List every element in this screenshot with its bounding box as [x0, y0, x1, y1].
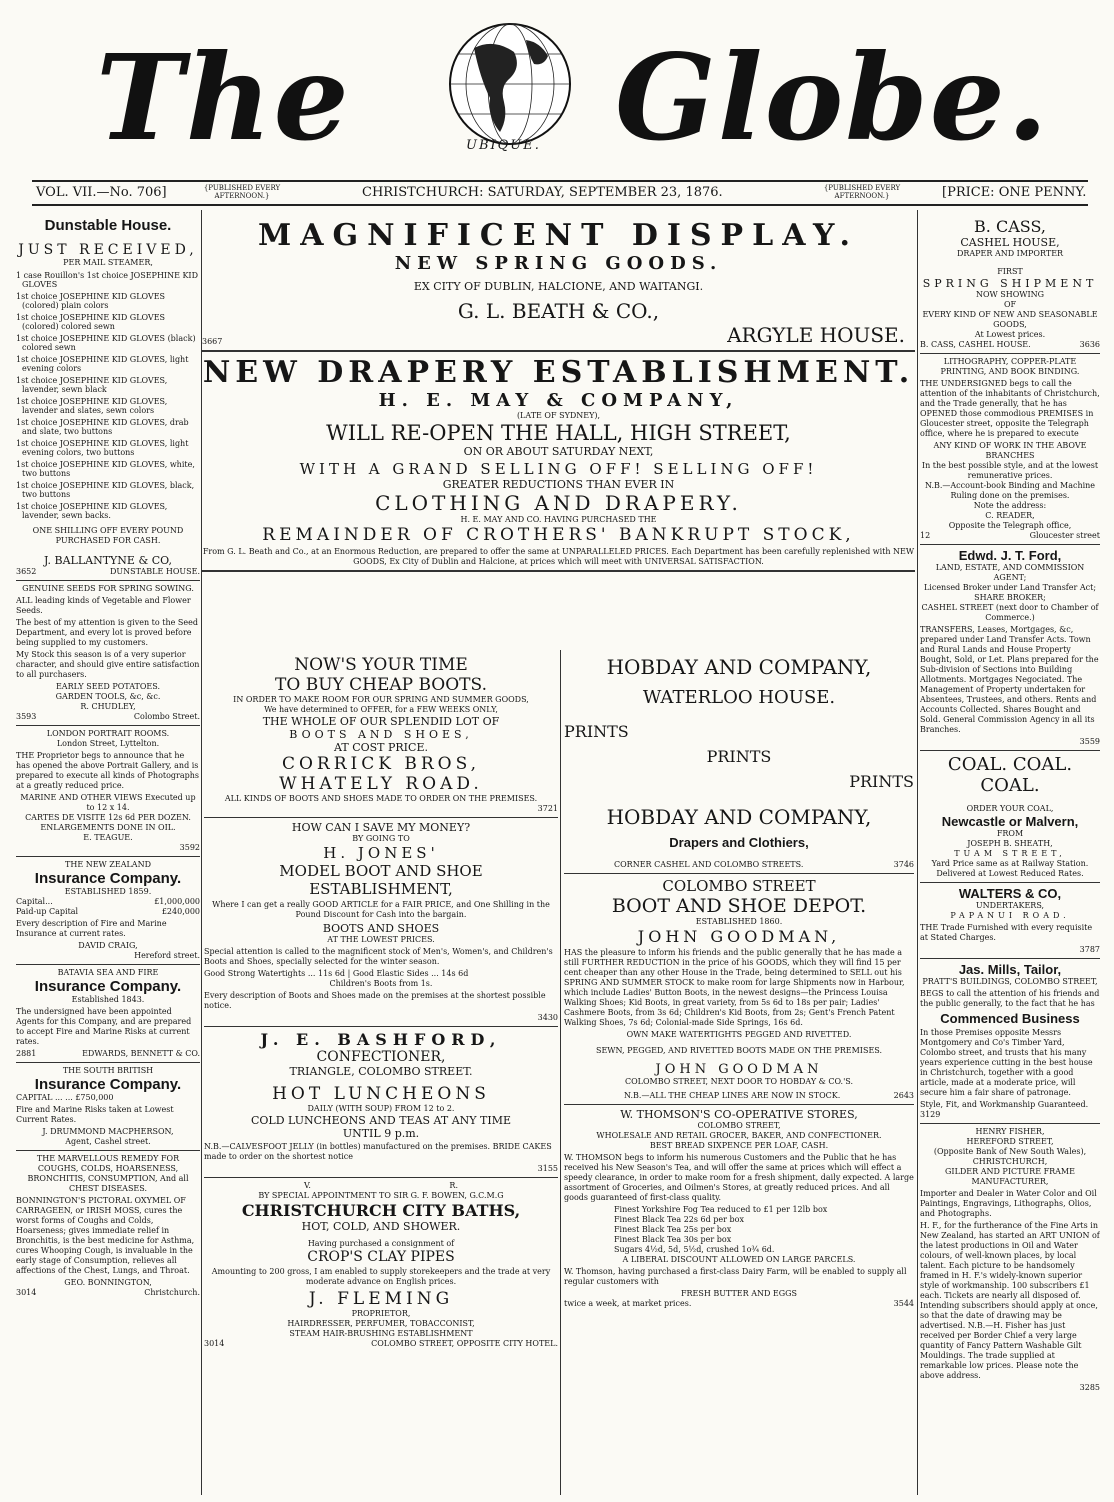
ad-number: 3014 — [16, 1288, 37, 1297]
ballantyne-address: DUNSTABLE HOUSE. — [109, 567, 200, 576]
glove-item: 1st choice JOSEPHINE KID GLOVES, drab and slate, two buttons — [16, 418, 189, 436]
seeds-text: The best of my attention is given to the Seed Department, and every lot is proved before being supplied to my customers. — [16, 618, 198, 647]
gilder: GILDER AND PICTURE FRAME MANUFACTURER, — [945, 1167, 1075, 1186]
column-rule — [560, 650, 561, 1495]
hot-luncheons: HOT LUNCHEONS — [272, 1084, 490, 1104]
cheap-lines: N.B.—ALL THE CHEAP LINES ARE NOW IN STOCK. — [624, 1091, 841, 1100]
seeds-text: ALL leading kinds of Vegetable and Flower Seeds. — [16, 596, 191, 615]
masthead-the: The — [96, 28, 351, 167]
glove-item: 1 case Rouillon's 1st choice JOSEPHINE KID GLOVES — [16, 271, 199, 289]
glove-item: 1st choice JOSEPHINE KID GLOVES (black) colored sewn — [16, 334, 196, 352]
triangle: TRIANGLE, COLOMBO STREET. — [289, 1065, 473, 1078]
consignment: Having purchased a consignment of — [307, 1239, 455, 1248]
tea-line: Finest Yorkshire Fog Tea reduced to £1 per 12lb box — [614, 1205, 828, 1214]
childrens: Children's Boots from 1s. — [329, 979, 433, 988]
commenced: Commenced Business — [940, 1011, 1080, 1026]
portrait-location: London Street, Lyttelton. — [56, 739, 160, 748]
opp-bank: (Opposite Bank of New South Wales), — [933, 1147, 1087, 1156]
note-address: Note the address: — [973, 501, 1047, 510]
publication-date: CHRISTCHURCH: SATURDAY, SEPTEMBER 23, 1876. — [362, 185, 723, 200]
teague: E. TEAGUE. — [83, 833, 133, 842]
make-room: IN ORDER TO MAKE ROOM FOR OUR SPRING AND SUMMER GOODS, — [233, 695, 529, 704]
undertakers: UNDERTAKERS, — [975, 901, 1045, 910]
save-money: HOW CAN I SAVE MY MONEY? — [291, 821, 471, 834]
capital-label: Capital... — [16, 897, 53, 906]
spring-shipment: SPRING SHIPMENT — [922, 277, 1098, 290]
bashford: J. E. BASHFORD, — [260, 1030, 502, 1049]
glove-item: 1st choice JOSEPHINE KID GLOVES, light evening colors — [16, 355, 189, 373]
globe-icon — [444, 18, 576, 150]
boots-and-shoes: BOOTS AND SHOES — [322, 922, 440, 935]
macpherson: J. DRUMMOND MACPHERSON, — [42, 1127, 174, 1136]
opposite-telegraph: Opposite the Telegraph office, — [948, 521, 1072, 530]
ad-number: 3285 — [1079, 1383, 1100, 1392]
est-1860: ESTABLISHED 1860. — [695, 917, 783, 926]
marine-views: MARINE AND OTHER VIEWS Executed up to 12 x 14. — [20, 793, 196, 812]
good-strong: Good Strong Watertights ... 11s 6d | Good Elastic Sides ... 14s 6d — [204, 969, 469, 978]
portrait-title: LONDON PORTRAIT ROOMS. — [46, 729, 170, 738]
cashel-street: CASHEL STREET (next door to Chamber of Commerce.) — [921, 603, 1099, 622]
bread: BEST BREAD SIXPENCE PER LOAF, CASH. — [649, 1141, 829, 1150]
vr-v: V. — [304, 1181, 311, 1190]
tea-line: Finest Black Tea 22s 6d per box — [614, 1215, 744, 1224]
magnificent-display: MAGNIFICENT DISPLAY. — [258, 218, 859, 253]
sb-small: THE SOUTH BRITISH — [62, 1066, 154, 1075]
seeds-text: My Stock this season is of a very superior character, and should give entire satisfaction to all purchasers. — [16, 650, 200, 679]
ad-number: 3746 — [893, 860, 914, 869]
clothing-drapery: CLOTHING AND DRAPERY. — [375, 491, 742, 515]
hobday-title-2: HOBDAY AND COMPANY, — [606, 805, 872, 829]
of: OF — [1003, 300, 1017, 309]
portrait-text: THE Proprietor begs to announce that he has opened the above Portrait Gallery, and is prepared to execute all kinds of Photographs at a greatly reduced price. — [16, 751, 200, 790]
walters-text: THE Trade Furnished with every requisite at Stated Charges. — [920, 923, 1093, 942]
special-attention: Special attention is called to the magnificent stock of Men's, Women's, and Children's Boots and Shoes, specially selected for the winter season. — [204, 947, 553, 966]
whole-lot: THE WHOLE OF OUR SPLENDID LOT OF — [262, 715, 500, 728]
draper-importer: DRAPER AND IMPORTER — [956, 249, 1064, 258]
macpherson-role: Agent, Cashel street. — [65, 1137, 151, 1146]
fisher: HENRY FISHER, — [975, 1127, 1045, 1136]
amounting: Amounting to 200 gross, I am enabled to supply storekeepers and the trade at very moderate advance on English prices. — [211, 1267, 551, 1286]
per-mail: PER MAIL STEAMER, — [63, 258, 153, 267]
on-about: ON OR ABOUT SATURDAY NEXT, — [463, 445, 654, 458]
city-baths: CHRISTCHURCH CITY BATHS, — [241, 1201, 521, 1220]
model-boot: MODEL BOOT AND SHOE — [279, 862, 483, 880]
glove-item: 1st choice JOSEPHINE KID GLOVES, lavender, sewn backs. — [16, 502, 168, 520]
center-right-column — [564, 652, 914, 1494]
first: FIRST — [997, 267, 1023, 276]
glove-item: 1st choice JOSEPHINE KID GLOVES, lavender, sewn black — [16, 376, 168, 394]
ford: Edwd. J. T. Ford, — [958, 548, 1062, 563]
thomson-text: W. THOMSON begs to inform his numerous Customers and the Public that he has received his New Season's Tea, and will offer the same at prices which will effect a speedy clearance, in order to make room for a fresh shipment, daily expected. A large assortment of Groceries, and Oilmen's Stores, at greatly reduced prices. And all goods guaranteed of first-class quality. — [564, 1153, 914, 1202]
price: [PRICE: ONE PENNY. — [942, 185, 1087, 200]
corrick: CORRICK BROS, — [281, 754, 481, 774]
ford-role: LAND, ESTATE, AND COMMISSION AGENT; — [935, 563, 1085, 582]
goodman-text: HAS the pleasure to inform his friends and the public generally that he has made a still FURTHER REDUCTION in the price of his GOODS, which they will find 15 per cent cheaper than any other House in the Trade, being determined to SELL out his SPRING AND SUMMER STOCK to make room for large Shipments now in Harbour, which include Ladies' Button Boots, in the newest designs—the Princess Louisa Walking Shoes; Kid Boots, in great variety, from 5s 6d to 18s per pair; Ladies' Cashmere Boots, from 3s 6d; Children's Kid Boots, from 2s; Gent's French Patent Walking Shoes, 7s 6d; Colonial-made Side Springs, 16s 6d. — [564, 948, 905, 1027]
ad-number: 3652 — [16, 567, 37, 576]
any-kind: ANY KIND OF WORK IN THE ABOVE BRANCHES — [933, 441, 1087, 460]
papanui: PAPANUI ROAD. — [950, 911, 1070, 920]
coal-coal: COAL. COAL. — [947, 754, 1073, 775]
jones: H. JONES' — [323, 844, 439, 862]
batavia-title: Insurance Company. — [34, 978, 182, 995]
ad-number: 3544 — [893, 1299, 914, 1308]
remainder: REMAINDER OF CROTHERS' BANKRUPT STOCK, — [262, 525, 855, 545]
ad-number: 3430 — [537, 1013, 558, 1022]
ex-city: EX CITY OF DUBLIN, HALCIONE, AND WAITANGI. — [413, 280, 704, 293]
pratt: PRATT'S BUILDINGS, COLOMBO STREET, — [922, 977, 1098, 986]
published-right: {PUBLISHED EVERY AFTERNOON.} — [823, 184, 901, 200]
glove-item: 1st choice JOSEPHINE KID GLOVES (colored) colored sewn — [16, 313, 166, 331]
paidup-label: Paid-up Capital — [16, 907, 79, 916]
boots-shoes: BOOTS AND SHOES, — [289, 728, 473, 741]
fleming: J. FLEMING — [308, 1289, 454, 1309]
crops-pipes: CROP'S CLAY PIPES — [307, 1249, 455, 1265]
glove-item: 1st choice JOSEPHINE KID GLOVES, black, two buttons — [16, 481, 195, 499]
beath: G. L. BEATH & CO., — [457, 299, 660, 323]
cost-price: AT COST PRICE. — [334, 741, 428, 754]
new-spring-goods: NEW SPRING GOODS. — [394, 253, 723, 274]
ad-number: 3667 — [202, 337, 223, 346]
batavia-agent: EDWARDS, BENNETT & CO. — [82, 1049, 200, 1058]
nows-time: NOW'S YOUR TIME — [294, 655, 468, 675]
ad-number: 3593 — [16, 712, 37, 721]
every-description: Every description of Boots and Shoes made on the premises at the shortest possible notice. — [204, 991, 546, 1010]
sewn: SEWN, PEGGED, AND RIVETTED BOOTS MADE ON THE PREMISES. — [595, 1046, 883, 1055]
ad-number: 12 — [920, 531, 931, 540]
glove-item: 1st choice JOSEPHINE KID GLOVES, light evening colors, two buttons — [16, 439, 189, 457]
masthead-globe: Globe. — [615, 28, 1050, 167]
establishment: ESTABLISHMENT, — [309, 880, 453, 898]
sheath: JOSEPH B. SHEATH, — [967, 839, 1053, 848]
best-style: In the best possible style, and at the lowest remunerative prices. — [921, 461, 1099, 480]
newcastle: Newcastle or Malvern, — [941, 814, 1079, 829]
prints-center: PRINTS — [706, 747, 772, 766]
coal: COAL. — [980, 775, 1040, 796]
vr-r: R. — [449, 1181, 458, 1190]
volume-number: VOL. VII.—No. 706] — [36, 185, 167, 200]
licensed: Licensed Broker under Land Transfer Act; — [923, 583, 1097, 592]
hobday-title: HOBDAY AND COMPANY, — [606, 655, 872, 679]
ad-number: 3155 — [537, 1164, 558, 1173]
chudley-address: Colombo Street. — [133, 712, 200, 721]
wholesale: WHOLESALE AND RETAIL GROCER, BAKER, AND CONFECTIONER. — [596, 1131, 882, 1140]
left-column — [16, 214, 200, 1496]
buy-boots: TO BUY CHEAP BOOTS. — [275, 675, 487, 695]
bonnington: GEO. BONNINGTON, — [64, 1278, 152, 1287]
cold-luncheons: COLD LUNCHEONS AND TEAS AT ANY TIME — [250, 1114, 512, 1127]
ford-text: TRANSFERS, Leases, Mortgages, &c, prepared under Land Transfer Acts. Town and Rural Lands and House Property Bought, Sold, or Let. Plans prepared for the Sub-division of Sections into Building Allotments. Mortgages Negociated. The Management of Property undertaken for Absentees, Trustees, and others. Rents and Accounts Collected. Shares Bought and Sold. General Commission Agency in all its Branches. — [920, 625, 1099, 734]
tea-line: Finest Black Tea 25s per box — [614, 1225, 732, 1234]
butter-eggs: FRESH BUTTER AND EGGS — [680, 1289, 798, 1298]
lowest-prices: AT THE LOWEST PRICES. — [327, 935, 435, 944]
delivered: Delivered at Lowest Reduced Rates. — [936, 869, 1084, 878]
argyle-house: ARGYLE HOUSE. — [727, 323, 905, 347]
fleming-address: COLOMBO STREET, OPPOSITE CITY HOTEL. — [371, 1339, 558, 1348]
mills-text-2: In those Premises opposite Messrs Montgomery and Co's Timber Yard, Colombo street, and trusts that his many years experience cutting in the best house in Christchurch, together with a good article, made at a moderate price, will secure him a fair share of patronage. — [920, 1028, 1093, 1097]
goodman: JOHN GOODMAN, — [637, 927, 841, 946]
all-kinds: ALL KINDS OF BOOTS AND SHOES MADE TO ORDER ON THE PREMISES. — [224, 794, 538, 803]
reader: C. READER, — [985, 511, 1035, 520]
ad-number: 3636 — [1079, 340, 1100, 349]
mills-text: BEGS to call the attention of his friends and the public generally, to the fact that he has — [920, 989, 1100, 1008]
seeds-title: GENUINE SEEDS FOR SPRING SOWING. — [22, 584, 194, 593]
dateline — [32, 180, 1088, 206]
order-coal: ORDER YOUR COAL, — [966, 804, 1054, 813]
ad-number: 3592 — [179, 843, 200, 852]
litho-text: THE UNDERSIGNED begs to call the attention of the inhabitants of Christchurch, and the Trade generally, that he has OPENED those commodious PREMISES in Gloucester street, opposite the Telegraph office, where he is prepared to execute — [920, 379, 1100, 438]
tea-line: Sugars 4½d, 5d, 5½d, crushed 1o¾ 6d. — [614, 1245, 775, 1254]
selling-off: WITH A GRAND SELLING OFF! SELLING OFF! — [299, 460, 818, 478]
importer: Importer and Dealer in Water Color and Oil Paintings, Engravings, Lithographs, Olios, and Photographs. — [920, 1189, 1097, 1218]
ad-number: 3721 — [537, 804, 558, 813]
center-top — [202, 214, 915, 650]
prints-left: PRINTS — [564, 722, 629, 741]
garden-tools: GARDEN TOOLS, &c, &c. — [55, 692, 161, 701]
craig: DAVID CRAIG, — [78, 941, 138, 950]
thomson: W. THOMSON'S CO-OPERATIVE STORES, — [620, 1108, 858, 1121]
until: UNTIL 9 p.m. — [342, 1127, 420, 1140]
enlargements: ENLARGEMENTS DONE IN OIL. — [40, 823, 176, 832]
ballantyne: J. BALLANTYNE & CO, — [43, 554, 173, 567]
determined: We have determined to OFFER, for a FEW WEEKS ONLY, — [264, 705, 498, 714]
batavia-small: BATAVIA SEA AND FIRE — [57, 968, 159, 977]
steam: STEAM HAIR-BRUSHING ESTABLISHMENT — [289, 1329, 473, 1338]
masthead-motto: UBIQUE. — [466, 138, 541, 153]
mills: Jas. Mills, Tailor, — [958, 962, 1062, 977]
batavia-established: Established 1843. — [71, 995, 145, 1004]
liberal-discount: A LIBERAL DISCOUNT ALLOWED ON LARGE PARCELS. — [622, 1255, 856, 1264]
lithography: LITHOGRAPHY, COPPER-PLATE PRINTING, AND BOOK BINDING. — [940, 357, 1080, 376]
by-going: BY GOING TO — [352, 834, 410, 843]
cashel-house: CASHEL HOUSE, — [960, 236, 1060, 249]
shilling-off: ONE SHILLING OFF EVERY POUND PURCHASED FOR CASH. — [32, 526, 184, 545]
goodman-2: JOHN GOODMAN — [655, 1062, 823, 1077]
ad-number: 3787 — [1079, 945, 1100, 954]
sb-title: Insurance Company. — [34, 1076, 182, 1093]
masthead — [0, 0, 1114, 178]
every-kind: EVERY KIND OF NEW AND SEASONABLE GOODS, — [922, 310, 1098, 329]
right-column — [920, 214, 1100, 1496]
glove-item: 1st choice JOSEPHINE KID GLOVES, lavender and slates, sewn colors — [16, 397, 168, 415]
may-company: H. E. MAY & COMPANY, — [378, 390, 739, 411]
bonnington-address: Christchurch. — [144, 1288, 200, 1297]
style-fit: Style, Fit, and Workmanship Guaranteed. — [920, 1100, 1089, 1109]
early-seed: EARLY SEED POTATOES. — [55, 682, 161, 691]
paidup-value: £240,000 — [161, 907, 200, 916]
nz-established: ESTABLISHED 1859. — [64, 887, 152, 896]
dunstable-title: Dunstable House. — [44, 217, 172, 234]
new-drapery: NEW DRAPERY ESTABLISHMENT. — [202, 355, 915, 390]
tuam-street: TUAM STREET, — [954, 849, 1066, 858]
lowest: At Lowest prices. — [974, 330, 1046, 339]
account-book: N.B.—Account-book Binding and Machine Ruling done on the premises. — [924, 481, 1096, 500]
whately: WHATELY ROAD. — [279, 774, 483, 794]
hot-cold: HOT, COLD, AND SHOWER. — [301, 1220, 461, 1233]
from-beath: From G. L. Beath and Co., at an Enormous Reduction, are prepared to offer the same at UNPARALLELED PRICES. Each Department has been carefully replenished with NEW GOODS, Ex City of Dublin and Halcione, at prices which will meet with UNIVERSAL SATISFACTION. — [202, 547, 915, 566]
nz-insurance-title: Insurance Company. — [34, 870, 182, 887]
greater-reductions: GREATER REDUCTIONS THAN EVER IN — [442, 478, 675, 491]
cass-signature: B. CASS, CASHEL HOUSE. — [920, 340, 1031, 349]
chudley: R. CHUDLEY, — [80, 702, 136, 711]
ad-number: 3559 — [1079, 737, 1100, 746]
boot-depot: BOOT AND SHOE DEPOT. — [611, 895, 867, 917]
craig-address: Hereford street. — [134, 951, 200, 960]
appointment: BY SPECIAL APPOINTMENT TO SIR G. F. BOWEN, G.C.M.G — [258, 1191, 504, 1200]
column-rule — [917, 210, 918, 1495]
reopen: WILL RE-OPEN THE HALL, HIGH STREET, — [326, 421, 791, 445]
prints-right: PRINTS — [849, 772, 914, 791]
good-article: Where I can get a really GOOD ARTICLE for a FAIR PRICE, and One Shilling in the Pound Discount for Cash into the bargain. — [212, 900, 550, 919]
colombo-street: COLOMBO STREET — [662, 877, 816, 895]
gloucester: Gloucester street — [1029, 531, 1100, 540]
published-left: {PUBLISHED EVERY AFTERNOON.} — [203, 184, 281, 200]
waterloo: WATERLOO HOUSE. — [642, 687, 836, 708]
center-left-column — [204, 652, 558, 1494]
share-broker: SHARE BROKER; — [974, 593, 1046, 602]
tea-line: Finest Black Tea 30s per box — [614, 1235, 732, 1244]
remedy-title: THE MARVELLOUS REMEDY FOR COUGHS, COLDS, HOARSENESS, BRONCHITIS, CONSUMPTION, And all CHEST DISEASES. — [27, 1154, 189, 1193]
cartes: CARTES DE VISITE 12s 6d PER DOZEN. — [25, 813, 191, 822]
confectioner: CONFECTIONER, — [316, 1049, 446, 1065]
twice-week: twice a week, at market prices. — [564, 1299, 692, 1308]
ad-number: 3014 — [204, 1339, 225, 1348]
ad-number: 2643 — [893, 1091, 914, 1100]
sb-capital: CAPITAL ... ... £750,000 — [16, 1093, 114, 1102]
fisher-text: H. F., for the furtherance of the Fine Arts in New Zealand, has started an ART UNION of the latest productions in Oil and Water colours, of well-known places, by local talent. Each picture to be handsomely framed in H. F.'s widely-known superior style of workmanship. 100 subscribers £1 each. Tickets are nearly all disposed of. Intending subscribers should apply at once, so that the date of drawing may be advertised. N.B.—H. Fisher has just received per Border Chief a very large quantity of Fancy Pattern Washable Gilt Mouldings. The trade supplied at remarkable low prices. Please note the above address. — [920, 1221, 1100, 1380]
glove-item: 1st choice JOSEPHINE KID GLOVES, white, two buttons — [16, 460, 195, 478]
goodman-address: COLOMBO STREET, NEXT DOOR TO HOBDAY & CO.'S. — [624, 1077, 854, 1086]
sb-text: Fire and Marine Risks taken at Lowest Current Rates. — [16, 1105, 174, 1124]
nz-small: THE NEW ZEALAND — [65, 860, 151, 869]
ad-number: 2881 — [16, 1049, 37, 1058]
cass: B. CASS, — [974, 217, 1046, 236]
late-sydney: (LATE OF SYDNEY), — [516, 411, 601, 420]
own-make: OWN MAKE WATERTIGHTS PEGGED AND RIVETTED. — [626, 1030, 852, 1039]
from: FROM — [996, 829, 1024, 838]
calvesfoot: N.B.—CALVESFOOT JELLY (in bottles) manufactured on the premises. BRIDE CAKES made to order on the shortest notice — [204, 1142, 552, 1161]
just-received: JUST RECEIVED, — [18, 242, 198, 258]
thomson-address: COLOMBO STREET, — [697, 1121, 781, 1130]
christchurch: CHRISTCHURCH, — [972, 1157, 1048, 1166]
proprietor: PROPRIETOR, — [351, 1309, 411, 1318]
glove-item: 1st choice JOSEPHINE KID GLOVES (colored) plain colors — [16, 292, 166, 310]
capital-value: £1,000,000 — [154, 897, 200, 906]
walters: WALTERS & CO, — [958, 886, 1062, 901]
drapers: Drapers and Clothiers, — [669, 835, 809, 850]
yard-price: Yard Price same as at Railway Station. — [931, 859, 1089, 868]
batavia-text: The undersigned have been appointed Agents for this Company, and are prepared to accept Fire and Marine Risks at current rates. — [16, 1007, 192, 1046]
dairy: W. Thomson, having purchased a first-class Dairy Farm, will be enabled to supply all regular customers with — [564, 1267, 907, 1286]
hairdresser: HAIRDRESSER, PERFUMER, TOBACCONIST, — [287, 1319, 475, 1328]
purchased: H. E. MAY AND CO. HAVING PURCHASED THE — [460, 515, 657, 524]
hereford-street: HEREFORD STREET, — [966, 1137, 1054, 1146]
ad-number: 3129 — [920, 1110, 941, 1119]
nz-text: Every description of Fire and Marine Insurance at current rates. — [16, 919, 167, 938]
now-showing: NOW SHOWING — [975, 290, 1045, 299]
daily-soup: DAILY (WITH SOUP) FROM 12 to 2. — [307, 1104, 455, 1113]
remedy-text: BONNINGTON'S PICTORAL OXYMEL OF CARRAGEEN, or IRISH MOSS, cures the worst forms of Coughs and Colds, Hoarseness; gives immediate relief in Bronchitis, is the best medicine for Asthma, cures Whooping Cough, is invaluable in the early stage of Consumption, relieves all affections of the Chest, Lungs, and Throat. — [16, 1196, 195, 1275]
corner: CORNER CASHEL AND COLOMBO STREETS. — [614, 860, 804, 869]
